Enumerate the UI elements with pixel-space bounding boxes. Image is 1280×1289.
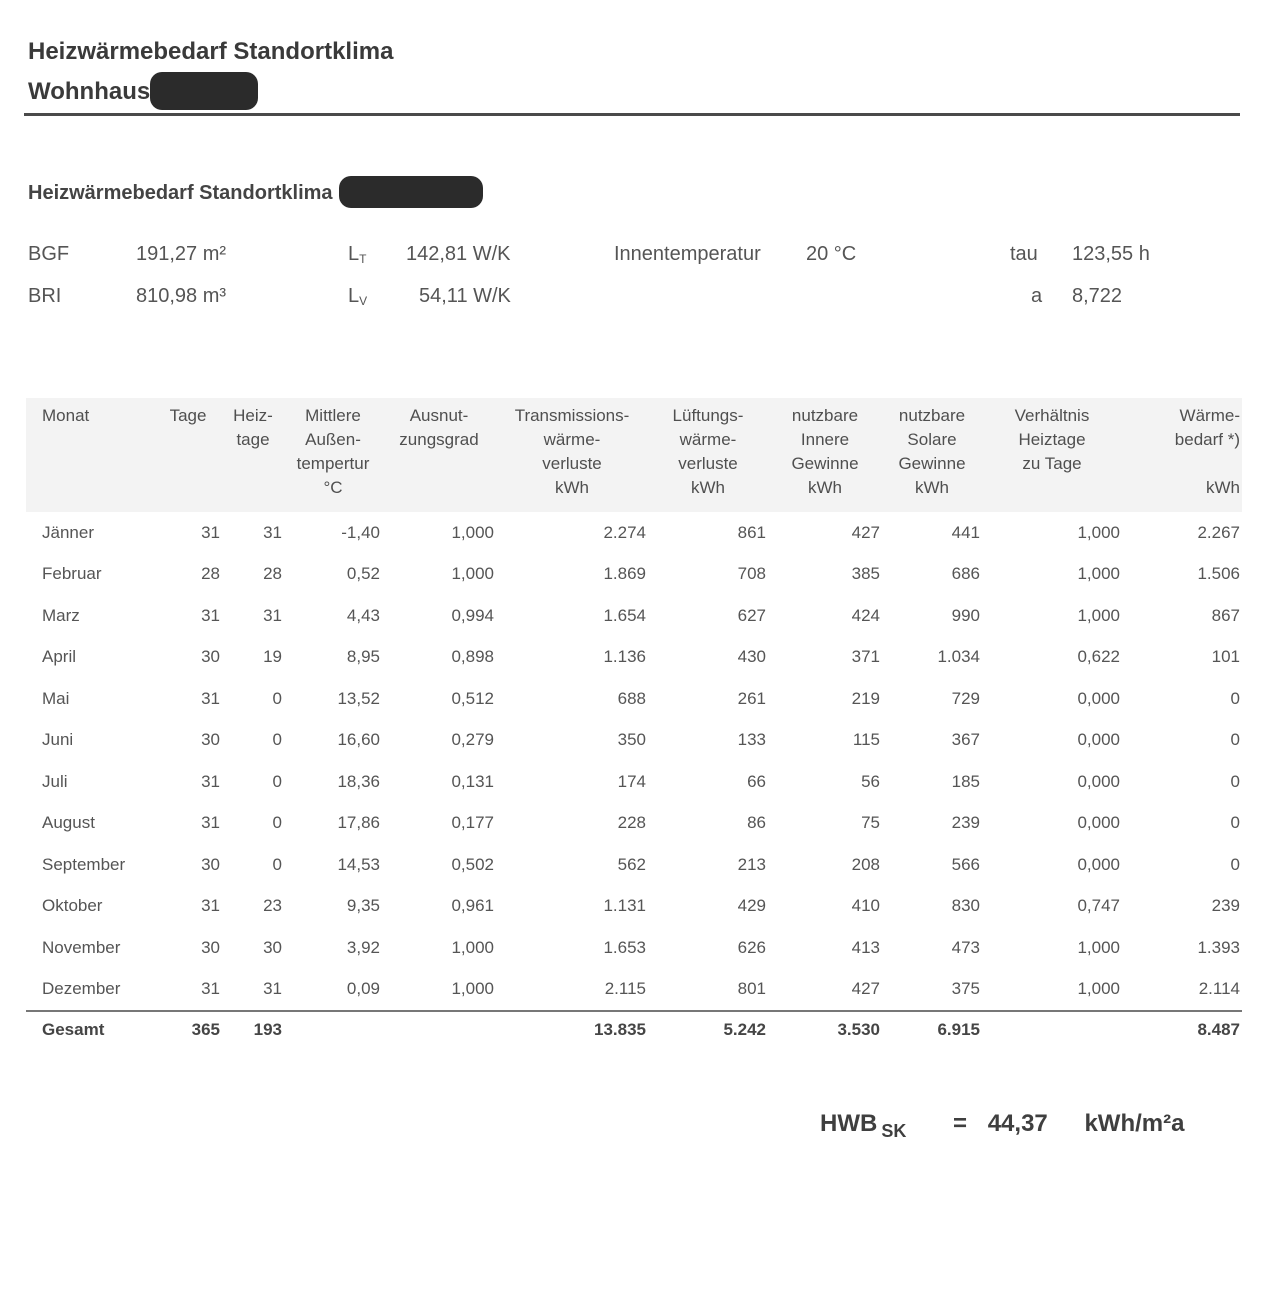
cell-innere-gewinne: 219 (851, 688, 880, 708)
cell-waermebedarf: 1.506 (1197, 564, 1240, 584)
column-header-line: Innere (800, 430, 850, 449)
lt-symbol: L (348, 243, 360, 265)
column-unit: kWh (808, 478, 842, 497)
month-name: August (42, 813, 95, 833)
total-tage: 365 (154, 1011, 222, 1048)
column-header-aussentemperatur (284, 398, 382, 512)
column-header-line: nutzbare (791, 406, 859, 425)
cell-verhaeltnis-heiztage: 0,000 (1077, 730, 1120, 750)
redaction-box (150, 72, 258, 110)
cell-aussentemperatur: 4,43 (346, 605, 380, 625)
table-row (26, 927, 1242, 969)
cell-verhaeltnis-heiztage: 0,000 (1077, 854, 1120, 874)
monthly-heat-demand-table (26, 398, 1242, 1048)
total-waermebedarf: 8.487 (1122, 1011, 1242, 1048)
cell-aussentemperatur: 0,09 (346, 979, 380, 999)
total-heiztage: 193 (222, 1011, 284, 1048)
cell-lueftungswaermeverluste: 213 (737, 854, 766, 874)
cell-ausnutzungsgrad: 1,000 (451, 979, 494, 999)
column-header-innere-gewinne (768, 398, 882, 512)
column-header-line: Tage (169, 406, 207, 425)
hwb-label: HWB (820, 1110, 878, 1137)
cell-transmissionswaermeverluste: 1.131 (603, 896, 646, 916)
table-body (26, 512, 1242, 1048)
column-header-line: Gewinne (791, 454, 859, 473)
cell-waermebedarf: 0 (1230, 854, 1240, 874)
cell-heiztage: 31 (263, 522, 282, 542)
cell-lueftungswaermeverluste: 861 (737, 522, 766, 542)
total-ausnutzungsgrad (382, 1011, 496, 1048)
column-header-line: wärme- (543, 430, 601, 449)
monthly-table-container (26, 398, 1242, 1048)
cell-aussentemperatur: 18,36 (337, 771, 380, 791)
hwb-unit: kWh/m²a (1084, 1110, 1185, 1137)
cell-tage: 30 (201, 937, 220, 957)
cell-waermebedarf: 2.114 (1198, 979, 1240, 999)
cell-verhaeltnis-heiztage: 1,000 (1077, 564, 1120, 584)
cell-solare-gewinne: 441 (951, 522, 980, 542)
column-header-transmissionswaermeverluste (496, 398, 648, 512)
cell-solare-gewinne: 830 (951, 896, 980, 916)
header-spacer (384, 452, 494, 476)
cell-transmissionswaermeverluste: 2.115 (604, 979, 646, 999)
cell-transmissionswaermeverluste: 562 (617, 854, 646, 874)
total-row (26, 1011, 1242, 1048)
cell-verhaeltnis-heiztage: 0,622 (1077, 647, 1120, 667)
cell-solare-gewinne: 686 (951, 564, 980, 584)
cell-ausnutzungsgrad: 0,898 (451, 647, 494, 667)
cell-waermebedarf: 867 (1211, 605, 1240, 625)
month-name: Mai (42, 688, 70, 708)
cell-tage: 31 (201, 979, 220, 999)
total-solare-gewinne: 6.915 (882, 1011, 982, 1048)
cell-innere-gewinne: 427 (851, 979, 880, 999)
cell-transmissionswaermeverluste: 1.136 (603, 647, 646, 667)
cell-heiztage: 0 (272, 771, 282, 791)
column-header-line: bedarf *) (1174, 430, 1240, 449)
section-title-text: Heizwärmebedarf Standortklima (28, 182, 333, 204)
cell-lueftungswaermeverluste: 133 (737, 730, 766, 750)
cell-tage: 31 (201, 688, 220, 708)
cell-ausnutzungsgrad: 1,000 (451, 564, 494, 584)
table-header-row (26, 398, 1242, 512)
column-header-line: Monat (42, 406, 90, 425)
cell-heiztage: 28 (263, 564, 282, 584)
innentemperatur-value: 20 °C (806, 243, 857, 265)
cell-transmissionswaermeverluste: 1.654 (603, 605, 646, 625)
column-unit: kWh (555, 478, 589, 497)
document-title: Heizwärmebedarf Standortklima (28, 38, 394, 65)
cell-solare-gewinne: 1.034 (937, 647, 980, 667)
column-header-ausnutzungsgrad (382, 398, 496, 512)
column-header-line: Solare (907, 430, 957, 449)
cell-aussentemperatur: -1,40 (341, 522, 380, 542)
month-name: Juli (42, 771, 68, 791)
cell-waermebedarf: 101 (1211, 647, 1240, 667)
cell-solare-gewinne: 729 (951, 688, 980, 708)
column-header-line: Transmissions- (514, 406, 630, 425)
redaction-box (339, 176, 483, 208)
column-header-line: Ausnut- (409, 406, 469, 425)
total-label: Gesamt (26, 1011, 154, 1048)
lv-label (348, 282, 367, 315)
table-row (26, 595, 1242, 637)
table-row (26, 512, 1242, 554)
column-header-monat (26, 398, 154, 512)
a-label: a (1031, 285, 1043, 307)
cell-verhaeltnis-heiztage: 0,000 (1077, 813, 1120, 833)
cell-innere-gewinne: 424 (851, 605, 880, 625)
column-unit (42, 476, 152, 500)
cell-ausnutzungsgrad: 0,131 (451, 771, 494, 791)
cell-verhaeltnis-heiztage: 1,000 (1077, 522, 1120, 542)
cell-aussentemperatur: 9,35 (346, 896, 380, 916)
hwb-equals: = (953, 1110, 968, 1137)
cell-waermebedarf: 1.393 (1197, 937, 1240, 957)
cell-waermebedarf: 2.267 (1197, 522, 1240, 542)
column-header-heiztage (222, 398, 284, 512)
table-row (26, 844, 1242, 886)
cell-heiztage: 23 (263, 896, 282, 916)
cell-heiztage: 30 (263, 937, 282, 957)
header-spacer (42, 428, 152, 452)
cell-solare-gewinne: 185 (951, 771, 980, 791)
column-unit: kWh (691, 478, 725, 497)
header-spacer (224, 452, 282, 476)
cell-tage: 30 (201, 647, 220, 667)
cell-heiztage: 19 (263, 647, 282, 667)
bri-value: 810,98 m³ (136, 285, 227, 307)
cell-innere-gewinne: 208 (851, 854, 880, 874)
cell-innere-gewinne: 413 (851, 937, 880, 957)
column-header-line: Heiztage (1018, 430, 1086, 449)
lv-symbol: L (348, 285, 360, 307)
month-name: April (42, 647, 77, 667)
cell-transmissionswaermeverluste: 350 (617, 730, 646, 750)
table-row (26, 886, 1242, 928)
table-row (26, 678, 1242, 720)
lv-value: 54,11 W/K (419, 285, 511, 307)
cell-heiztage: 0 (272, 813, 282, 833)
section-title (28, 176, 483, 210)
cell-tage: 31 (201, 813, 220, 833)
tau-label: tau (1010, 243, 1038, 265)
cell-waermebedarf: 0 (1230, 771, 1240, 791)
header-divider (24, 113, 1240, 116)
cell-transmissionswaermeverluste: 174 (617, 771, 646, 791)
cell-solare-gewinne: 566 (951, 854, 980, 874)
column-header-verhaeltnis-heiztage (982, 398, 1122, 512)
cell-transmissionswaermeverluste: 228 (617, 813, 646, 833)
cell-lueftungswaermeverluste: 261 (737, 688, 766, 708)
header-spacer (156, 428, 220, 452)
bgf-value: 191,27 m² (136, 243, 227, 265)
column-header-lueftungswaermeverluste (648, 398, 768, 512)
column-unit: °C (323, 478, 343, 497)
cell-aussentemperatur: 14,53 (337, 854, 380, 874)
table-row (26, 969, 1242, 1012)
header-spacer (1124, 452, 1240, 476)
tau-value: 123,55 h (1072, 243, 1150, 265)
cell-solare-gewinne: 990 (951, 605, 980, 625)
month-name: Marz (42, 605, 80, 625)
cell-verhaeltnis-heiztage: 1,000 (1077, 605, 1120, 625)
column-header-line: tage (236, 430, 270, 449)
cell-heiztage: 31 (263, 979, 282, 999)
column-header-line: Außen- (305, 430, 361, 449)
cell-innere-gewinne: 115 (852, 730, 880, 750)
cell-verhaeltnis-heiztage: 1,000 (1077, 937, 1120, 957)
column-header-tage (154, 398, 222, 512)
cell-transmissionswaermeverluste: 1.869 (603, 564, 646, 584)
total-lueftungswaermeverluste: 5.242 (648, 1011, 768, 1048)
cell-ausnutzungsgrad: 0,279 (451, 730, 494, 750)
cell-heiztage: 0 (272, 688, 282, 708)
cell-lueftungswaermeverluste: 627 (737, 605, 766, 625)
column-unit (224, 476, 282, 500)
column-unit: kWh (1206, 478, 1240, 497)
building-type: Wohnhaus (28, 78, 151, 105)
cell-lueftungswaermeverluste: 430 (737, 647, 766, 667)
month-name: Jänner (42, 522, 94, 542)
header-spacer (42, 452, 152, 476)
lt-subscript: T (359, 252, 367, 266)
column-unit (156, 476, 220, 500)
cell-lueftungswaermeverluste: 801 (737, 979, 766, 999)
column-header-line: zungsgrad (399, 430, 479, 449)
column-header-line: Mittlere (305, 406, 361, 425)
month-name: Juni (42, 730, 74, 750)
month-name: Dezember (42, 979, 121, 999)
cell-aussentemperatur: 16,60 (337, 730, 380, 750)
hwb-result (820, 1104, 1184, 1145)
cell-ausnutzungsgrad: 0,177 (451, 813, 494, 833)
cell-tage: 30 (201, 854, 220, 874)
cell-aussentemperatur: 0,52 (346, 564, 380, 584)
cell-heiztage: 0 (272, 854, 282, 874)
cell-lueftungswaermeverluste: 708 (737, 564, 766, 584)
column-header-line: Heiz- (233, 406, 273, 425)
cell-solare-gewinne: 473 (951, 937, 980, 957)
bgf-label: BGF (28, 243, 70, 265)
document-header (28, 32, 1240, 112)
hwb-subscript: SK (881, 1121, 907, 1141)
cell-aussentemperatur: 3,92 (346, 937, 380, 957)
a-value: 8,722 (1072, 285, 1123, 307)
table-row (26, 637, 1242, 679)
cell-lueftungswaermeverluste: 626 (737, 937, 766, 957)
cell-heiztage: 31 (263, 605, 282, 625)
lv-subscript: V (359, 294, 368, 308)
cell-ausnutzungsgrad: 0,512 (451, 688, 494, 708)
column-unit (384, 476, 494, 500)
column-unit: kWh (915, 478, 949, 497)
lt-label (348, 240, 366, 273)
cell-innere-gewinne: 56 (861, 771, 880, 791)
table-row (26, 720, 1242, 762)
cell-innere-gewinne: 75 (861, 813, 880, 833)
total-verhaeltnis-heiztage (982, 1011, 1122, 1048)
cell-heiztage: 0 (272, 730, 282, 750)
cell-solare-gewinne: 367 (951, 730, 980, 750)
column-header-line: Verhältnis (1014, 406, 1090, 425)
cell-verhaeltnis-heiztage: 1,000 (1077, 979, 1120, 999)
column-header-waermebedarf (1122, 398, 1242, 512)
cell-waermebedarf: 0 (1230, 813, 1240, 833)
cell-lueftungswaermeverluste: 66 (747, 771, 766, 791)
cell-aussentemperatur: 17,86 (337, 813, 380, 833)
cell-verhaeltnis-heiztage: 0,000 (1077, 771, 1120, 791)
cell-solare-gewinne: 239 (951, 813, 980, 833)
column-header-line: zu Tage (1022, 454, 1082, 473)
column-header-solare-gewinne (882, 398, 982, 512)
document-subtitle (28, 72, 1240, 112)
cell-ausnutzungsgrad: 1,000 (451, 522, 494, 542)
lt-value: 142,81 W/K (406, 243, 511, 265)
cell-aussentemperatur: 8,95 (346, 647, 380, 667)
cell-tage: 31 (201, 605, 220, 625)
cell-waermebedarf: 239 (1211, 896, 1240, 916)
column-header-line: nutzbare (898, 406, 966, 425)
column-header-line: verluste (542, 454, 602, 473)
total-aussentemperatur (284, 1011, 382, 1048)
cell-lueftungswaermeverluste: 429 (737, 896, 766, 916)
cell-innere-gewinne: 427 (851, 522, 880, 542)
cell-verhaeltnis-heiztage: 0,747 (1077, 896, 1120, 916)
cell-transmissionswaermeverluste: 2.274 (603, 522, 646, 542)
table-row (26, 761, 1242, 803)
table-row (26, 803, 1242, 845)
column-unit (984, 476, 1120, 500)
cell-lueftungswaermeverluste: 86 (747, 813, 766, 833)
bri-label: BRI (28, 285, 62, 307)
cell-transmissionswaermeverluste: 688 (617, 688, 646, 708)
cell-tage: 31 (201, 522, 220, 542)
cell-innere-gewinne: 385 (851, 564, 880, 584)
column-header-line: tempertur (296, 454, 370, 473)
cell-solare-gewinne: 375 (951, 979, 980, 999)
cell-innere-gewinne: 410 (851, 896, 880, 916)
cell-transmissionswaermeverluste: 1.653 (603, 937, 646, 957)
cell-innere-gewinne: 371 (851, 647, 880, 667)
cell-tage: 31 (201, 771, 220, 791)
column-header-line: Wärme- (1179, 406, 1240, 425)
total-transmissionswaermeverluste: 13.835 (496, 1011, 648, 1048)
cell-ausnutzungsgrad: 0,502 (451, 854, 494, 874)
month-name: Oktober (42, 896, 103, 916)
cell-aussentemperatur: 13,52 (337, 688, 380, 708)
table-row (26, 554, 1242, 596)
column-header-line: verluste (678, 454, 738, 473)
cell-waermebedarf: 0 (1230, 730, 1240, 750)
month-name: November (42, 937, 121, 957)
header-spacer (156, 452, 220, 476)
month-name: Februar (42, 564, 102, 584)
cell-ausnutzungsgrad: 0,961 (451, 896, 494, 916)
cell-waermebedarf: 0 (1230, 688, 1240, 708)
cell-tage: 31 (201, 896, 220, 916)
month-name: September (42, 854, 126, 874)
cell-ausnutzungsgrad: 0,994 (451, 605, 494, 625)
cell-tage: 28 (201, 564, 220, 584)
column-header-line: Gewinne (898, 454, 966, 473)
total-innere-gewinne: 3.530 (768, 1011, 882, 1048)
innentemperatur-label: Innentemperatur (614, 243, 761, 265)
hwb-value: 44,37 (987, 1110, 1048, 1137)
cell-tage: 30 (201, 730, 220, 750)
column-header-line: Lüftungs- (672, 406, 744, 425)
column-header-line: wärme- (679, 430, 737, 449)
cell-verhaeltnis-heiztage: 0,000 (1077, 688, 1120, 708)
cell-ausnutzungsgrad: 1,000 (451, 937, 494, 957)
